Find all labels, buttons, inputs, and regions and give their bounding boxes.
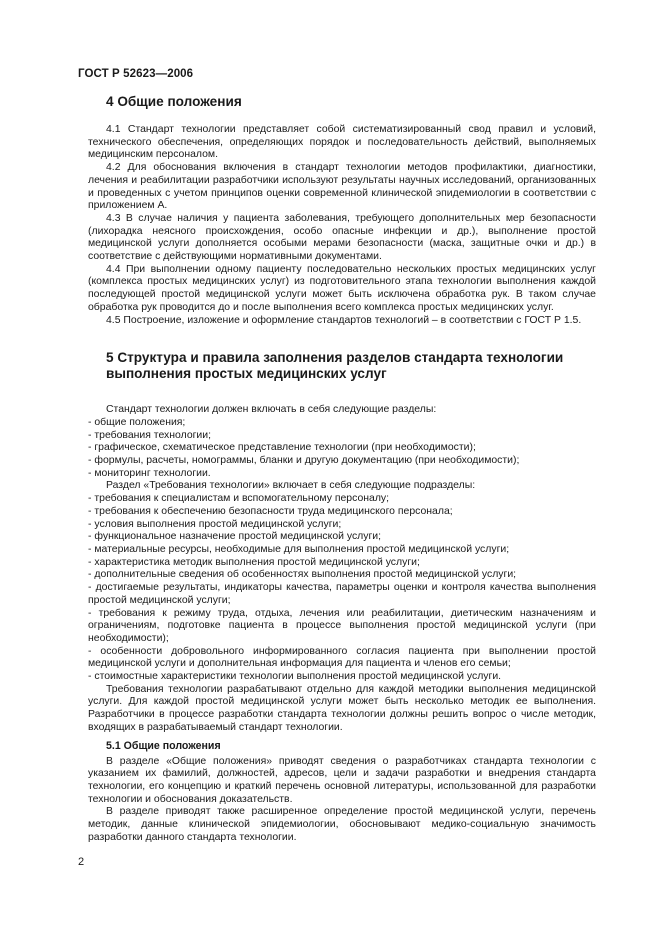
paragraph-4-5: 4.5 Построение, изложение и оформление стандартов технологий – в соответствии с ГОСТ Р 1.5. [106,314,582,326]
list-item: - общие положения; [88,416,186,428]
page-number: 2 [78,856,85,868]
section-5-closing: Требования технологии разрабатывают отдельно для каждой методики выполнения медицинской услуги. Для каждой простой медицинской услуги может быть несколько методик ее выполнения. Разработчики в процессе разработки стандарта технологии должны решить вопрос о числе методик, входящих в разрабатываемый стандарт технологии. [88,683,596,733]
list-item: - особенности добровольного информированного согласия пациента при выполнении простой медицинской услуги и дополнительная информация для пациента и членов его семьи; [88,645,596,670]
list-item: - условия выполнения простой медицинской услуги; [88,518,342,530]
list-item: - стоимостные характеристики технологии выполнения простой медицинской услуги. [88,671,502,683]
paragraph-4-1: 4.1 Стандарт технологии представляет собой систематизированный свод правил и условий, технического обеспечения, определяющих порядок и последовательность действий, выполняемых медицинским персоналом. [88,124,596,161]
list-item: - графическое, схематическое представление технологии (при необходимости); [88,442,476,454]
section-5-intro: Стандарт технологии должен включать в себя следующие разделы: [106,404,437,416]
list-item: - дополнительные сведения об особенностях выполнения простой медицинской услуги; [88,569,517,581]
document-header: ГОСТ Р 52623—2006 [78,68,194,80]
list-item: - достигаемые результаты, индикаторы качества, параметры оценки и контроля качества выполнения простой медицинской услуги; [88,582,596,606]
list-item: - требования технологии; [88,429,211,441]
list-item: - функциональное назначение простой медицинской услуги; [88,531,382,543]
section-5-subintro: Раздел «Требования технологии» включает в себя следующие подразделы: [106,480,476,492]
document-body [88,94,596,844]
list-item: - требования к режиму труда, отдыха, лечения или реабилитации, диетическим назначениям и ограничениям, подготовке пациента в процессе выполнения простой медицинской услуги (при необходимости); [88,607,596,644]
list-item: - формулы, расчеты, номограммы, бланки и другую документацию (при необходимости); [88,455,520,467]
section-4-title: 4 Общие положения [106,94,242,109]
paragraph-5-1-b: В разделе приводят также расширенное определение простой медицинской услуги, перечень методик, данные клинической эпидемиологии, обосновывают медико-социальную значимость разработки данного стандарта технологии. [88,806,596,843]
subsection-5-1-title: 5.1 Общие положения [106,739,221,752]
list-item: - характеристика методик выполнения простой медицинской услуги; [88,556,420,568]
section-5-title: 5 Структура и правила заполнения разделов стандарта технологии выполнения простых медицинских услуг [106,350,564,382]
paragraph-4-3: 4.3 В случае наличия у пациента заболевания, требующего дополнительных мер безопасности (лихорадка неясного происхождения, особо опасные инфекции и др.), выполнение простой медицинской услуги дополняется особыми мерами безопасности (маска, защитные очки и др.) в соответствие с действующими нормативными документами. [88,212,596,263]
paragraph-4-4: 4.4 При выполнении одному пациенту последовательно нескольких простых медицинских услуг (комплекса простых медицинских услуг) из подготовительного этапа технологии выполнения каждой последующей простой медицинской услуги может быть исключена обработка рук. В таком случае обработка рук проводится до и после выполнения всего комплекса простых медицинских услуг. [88,263,596,313]
list-item: - мониторинг технологии. [88,467,211,479]
list-item: - требования к обеспечению безопасности труда медицинского персонала; [88,505,453,517]
paragraph-5-1-a: В разделе «Общие положения» приводят сведения о разработчиках стандарта технологии с указанием их фамилий, должностей, адресов, цели и задачи разработки и внедрения стандарта технологии, его концепцию и краткий перечень основной литературы, использованной для разработки технологии и обоснования доказательств. [88,755,596,805]
paragraph-4-2: 4.2 Для обоснования включения в стандарт технологии методов профилактики, диагностики, лечения и реабилитации разработчики используют результаты научных исследований, организованных и проведенных с учетом принципов оценки современной клинической эпидемиологии в соответствии с приложением А. [88,162,596,212]
list-item: - требования к специалистам и вспомогательному персоналу; [88,493,390,505]
list-item: - материальные ресурсы, необходимые для выполнения простой медицинской услуги; [88,543,510,555]
